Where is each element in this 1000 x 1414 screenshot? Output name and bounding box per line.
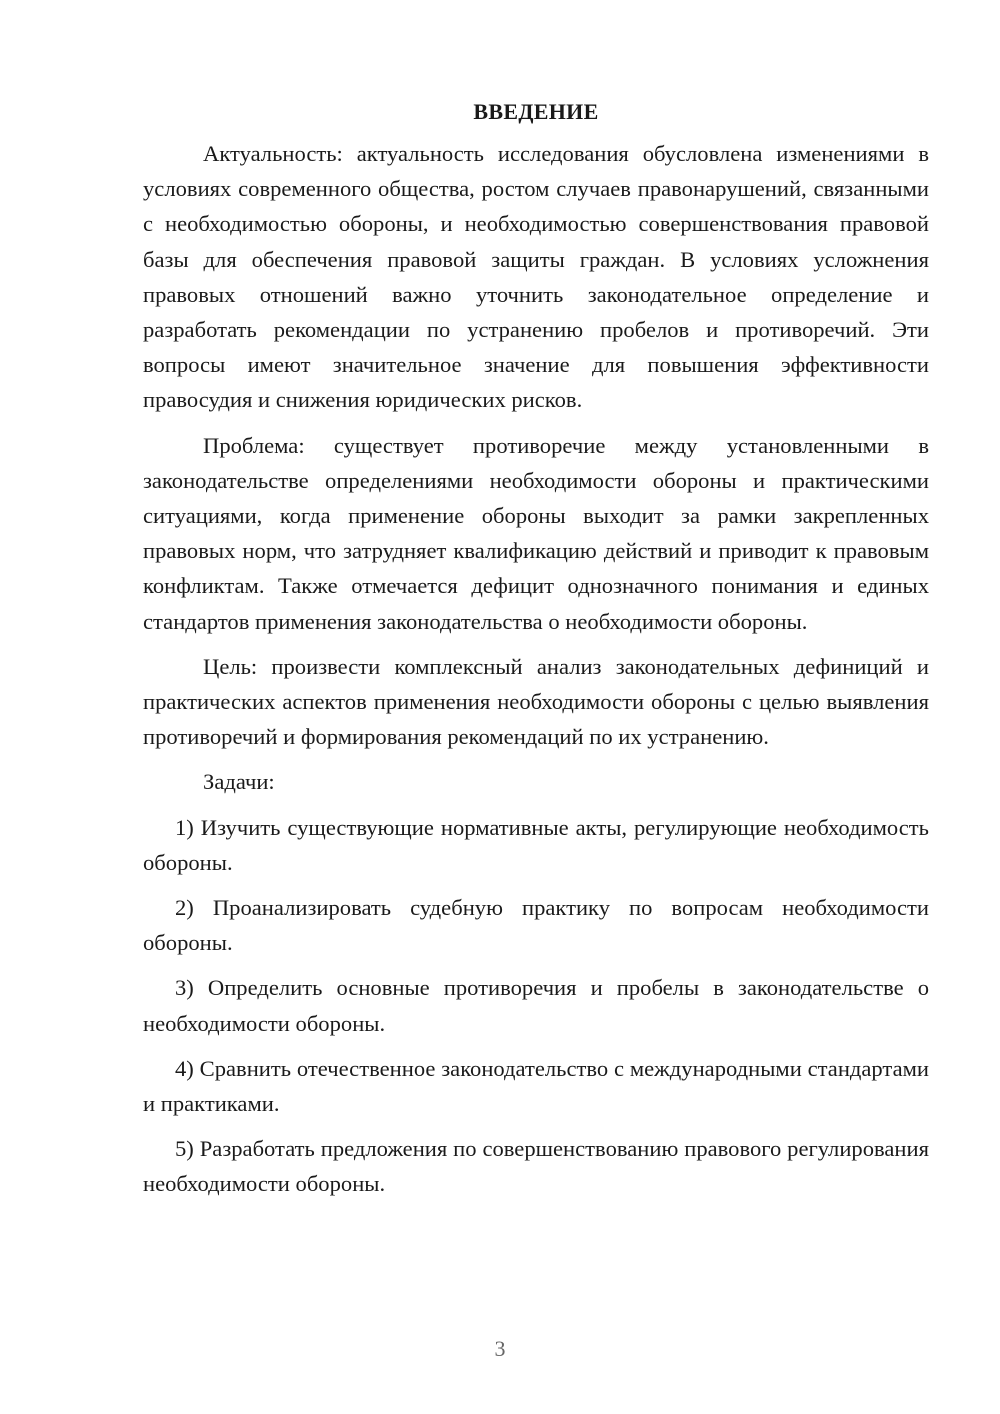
- paragraph-problem: Проблема: существует противоречие между установленными в законодательстве определениями необходимости обороны и практическими ситуациями, когда применение обороны выходит за рамки закрепленных правовых норм, что затрудняет квалификацию действий и приводит к правовым конфликтам. Также отмечается дефицит однозначного понимания и единых стандартов применения законодательства о необходимости обороны.: [143, 432, 929, 634]
- task-item-4: 4) Сравнить отечественное законодательство с международными стандартами и практиками.: [143, 1055, 929, 1117]
- task-item-5: 5) Разработать предложения по совершенствованию правового регулирования необходимости обороны.: [143, 1136, 929, 1197]
- page-content: [143, 94, 929, 1202]
- page-title: ВВЕДЕНИЕ: [473, 99, 599, 124]
- tasks-heading: Задачи:: [203, 769, 275, 795]
- task-item-1: 1) Изучить существующие нормативные акты, регулирующие необходимость обороны.: [143, 814, 929, 875]
- page-number: 3: [494, 1336, 506, 1361]
- paragraph-relevance: Актуальность: актуальность исследования обусловлена изменениями в условиях современного общества, ростом случаев правонарушений, связанными с необходимостью обороны, и необходимостью совершенствования правовой базы для обеспечения правовой защиты граждан. В условиях усложнения правовых отношений важно уточнить законодательное определение и разработать рекомендации по устранению пробелов и противоречий. Эти вопросы имеют значительное значение для повышения эффективности правосудия и снижения юридических рисков.: [143, 141, 929, 413]
- task-item-2: 2) Проанализировать судебную практику по вопросам необходимости обороны.: [143, 895, 929, 956]
- tasks-list: [143, 810, 929, 1202]
- paragraph-goal: Цель: произвести комплексный анализ законодательных дефиниций и практических аспектов применения необходимости обороны с целью выявления противоречий и формирования рекомендаций по их устранению.: [143, 653, 929, 750]
- task-item-3: 3) Определить основные противоречия и пробелы в законодательстве о необходимости обороны.: [143, 975, 929, 1036]
